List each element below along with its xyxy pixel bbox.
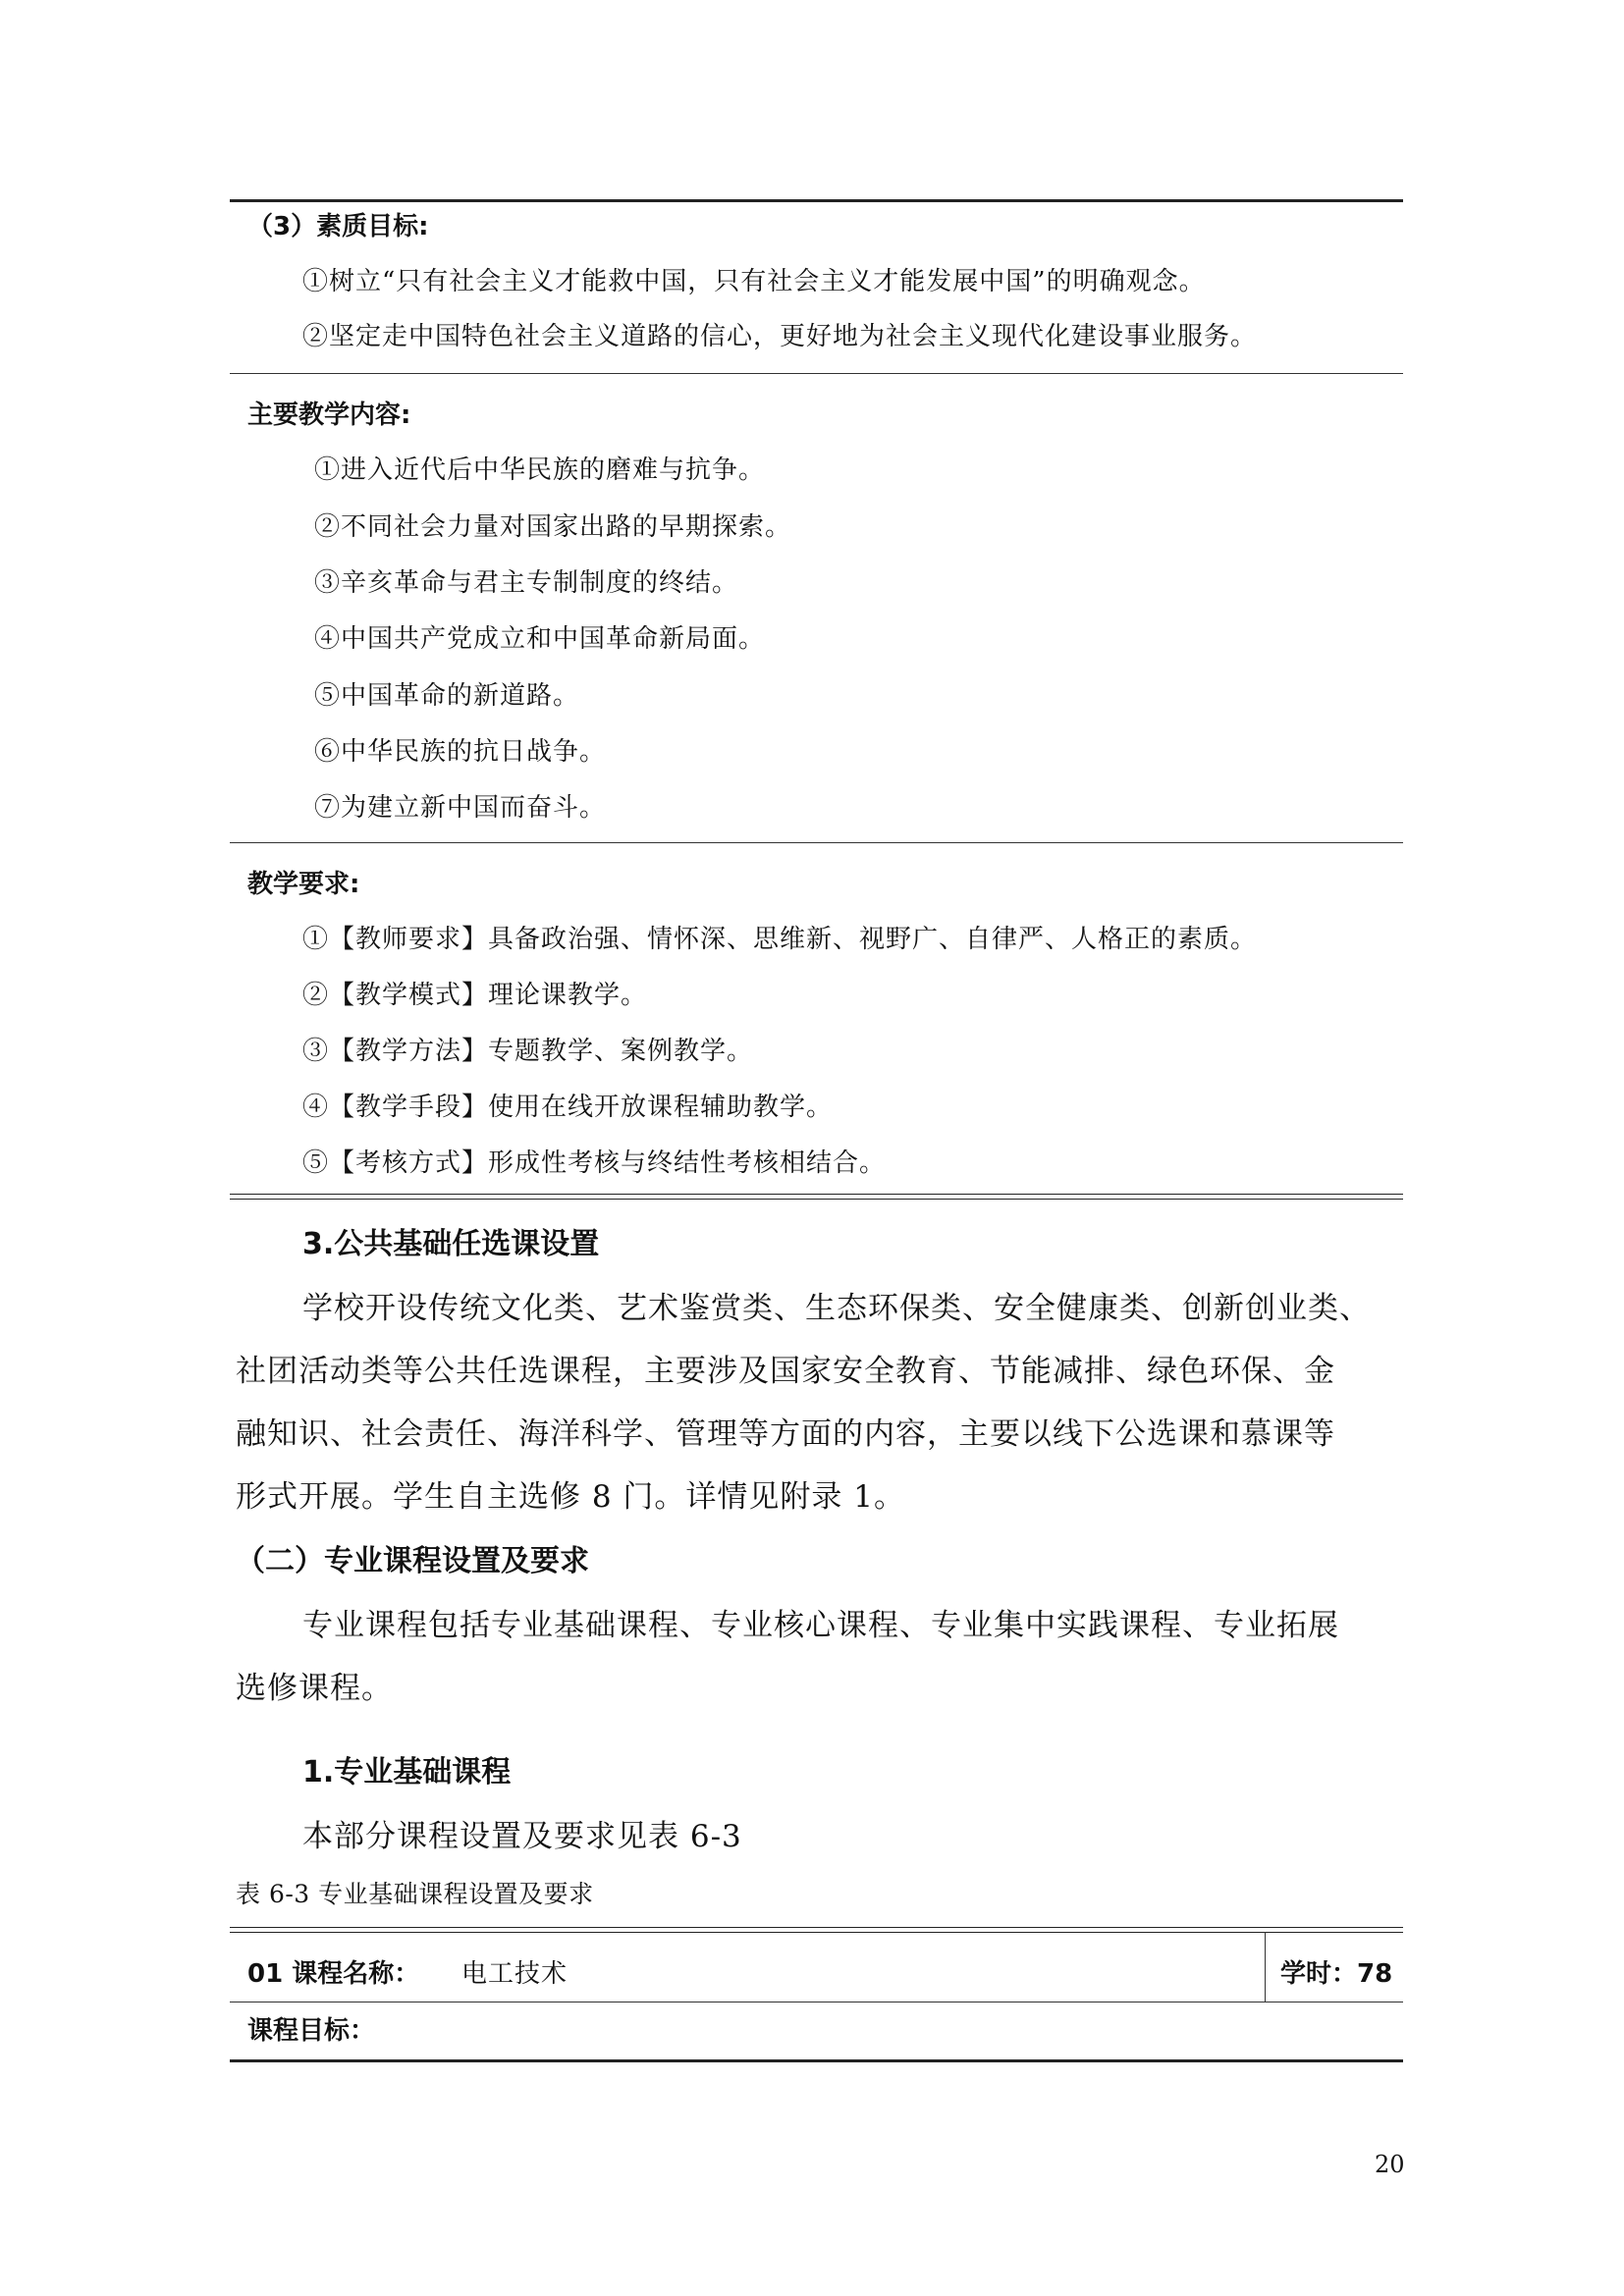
column-divider <box>1265 1932 1266 2002</box>
teaching-requirement-item: ①【教师要求】具备政治强、情怀深、思维新、视野广、自律严、人格正的素质。 <box>302 925 1258 954</box>
teaching-content-item: ①进入近代后中华民族的磨难与抗争。 <box>314 455 766 485</box>
teaching-content-item: ⑤中国革命的新道路。 <box>314 681 580 711</box>
table-bottom-border <box>230 1194 1403 1200</box>
teaching-requirement-heading: 教学要求: <box>247 870 360 899</box>
teaching-content-item: ⑥中华民族的抗日战争。 <box>314 737 607 767</box>
teaching-requirement-item: ④【教学手段】使用在线开放课程辅助教学。 <box>302 1093 834 1122</box>
quality-goal-heading: （3）素质目标: <box>247 212 429 241</box>
course-goal-label: 课程目标： <box>247 2016 376 2046</box>
teaching-content-item: ③辛亥革命与君主专制制度的终结。 <box>314 568 739 598</box>
table-bottom-border <box>230 2059 1403 2062</box>
paragraph-line: 社团活动类等公共任选课程，主要涉及国家安全教育、节能减排、绿色环保、金 <box>236 1354 1335 1389</box>
paragraph-line: 专业课程包括专业基础课程、专业核心课程、专业集中实践课程、专业拓展 <box>302 1608 1339 1643</box>
page-number: 20 <box>1375 2151 1405 2178</box>
row-divider <box>230 373 1403 374</box>
teaching-requirement-item: ③【教学方法】专题教学、案例教学。 <box>302 1037 754 1066</box>
quality-goal-item: ①树立“只有社会主义才能救中国，只有社会主义才能发展中国”的明确观念。 <box>302 267 1206 296</box>
paragraph-line: 选修课程。 <box>236 1671 393 1706</box>
quality-goal-item: ②坚定走中国特色社会主义道路的信心，更好地为社会主义现代化建设事业服务。 <box>302 322 1258 351</box>
table-top-border <box>230 199 1403 202</box>
teaching-content-heading: 主要教学内容: <box>247 400 411 430</box>
teaching-requirement-item: ②【教学模式】理论课教学。 <box>302 981 648 1010</box>
section-heading: 3.公共基础任选课设置 <box>302 1227 600 1261</box>
paragraph-line: 融知识、社会责任、海洋科学、管理等方面的内容，主要以线下公选课和慕课等 <box>236 1416 1335 1452</box>
table-caption: 表 6-3 专业基础课程设置及要求 <box>236 1880 594 1908</box>
teaching-requirement-item: ⑤【考核方式】形成性考核与终结性考核相结合。 <box>302 1148 887 1178</box>
teaching-content-item: ④中国共产党成立和中国革命新局面。 <box>314 624 766 654</box>
row-divider <box>230 842 1403 843</box>
table-top-border <box>230 1927 1403 1933</box>
paragraph-line: 学校开设传统文化类、艺术鉴赏类、生态环保类、安全健康类、创新创业类、 <box>302 1291 1371 1326</box>
paragraph-line: 形式开展。学生自主选修 8 门。详情见附录 1。 <box>236 1479 906 1515</box>
teaching-content-item: ⑦为建立新中国而奋斗。 <box>314 793 607 823</box>
course-name-value: 电工技术 <box>461 1959 568 1989</box>
teaching-content-item: ②不同社会力量对国家出路的早期探索。 <box>314 512 792 542</box>
course-hours: 学时：78 <box>1280 1959 1393 1989</box>
section-heading: 1.专业基础课程 <box>302 1755 512 1789</box>
paragraph-line: 本部分课程设置及要求见表 6-3 <box>302 1819 742 1854</box>
section-heading: （二）专业课程设置及要求 <box>236 1544 589 1578</box>
course-name-label: 01 课程名称： <box>247 1959 420 1989</box>
